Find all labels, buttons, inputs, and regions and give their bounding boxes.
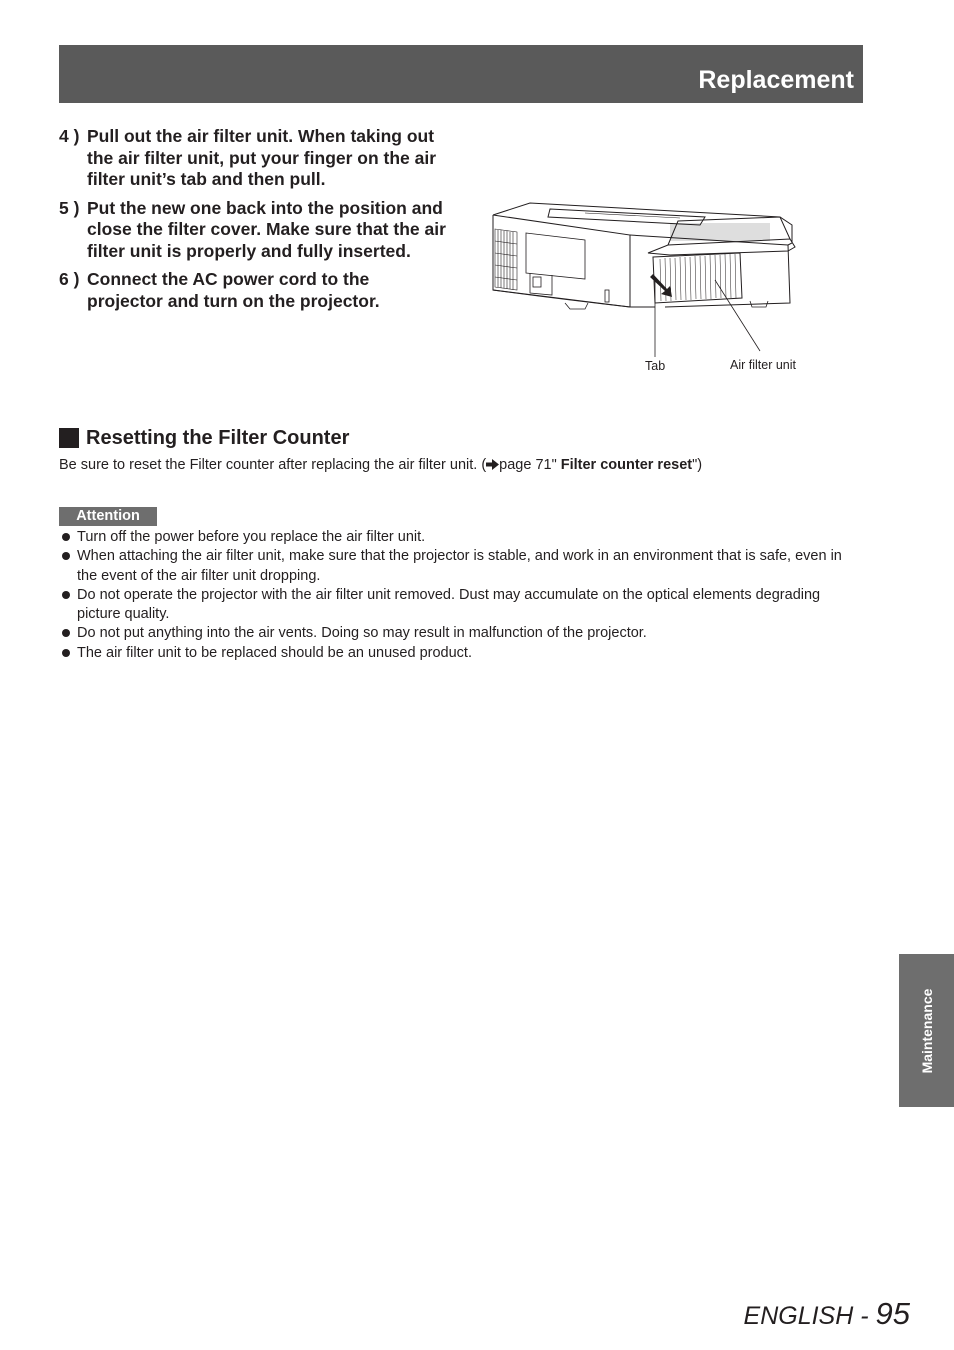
list-item: [59, 624, 849, 643]
square-bullet-icon: [59, 428, 79, 448]
footer-language: ENGLISH -: [743, 1302, 876, 1330]
tab-label: Tab: [645, 359, 666, 373]
menu-reference: Filter counter reset: [560, 457, 693, 473]
step-item: [59, 198, 449, 263]
bullet-icon: [62, 533, 70, 541]
projector-illustration: [490, 195, 810, 380]
list-item-text: Turn off the power before you replace the air filter unit.: [77, 529, 426, 545]
chapter-tab[interactable]: [899, 954, 954, 1107]
page-reference-link[interactable]: page 71": [499, 457, 561, 473]
section-intro: [59, 456, 702, 474]
air-filter-unit-label: Air filter unit: [730, 358, 796, 372]
step-number: 5 ): [59, 197, 80, 218]
list-item-text: Do not put anything into the air vents. Doing so may result in malfunction of the projector.: [77, 625, 647, 642]
section-heading: [59, 426, 349, 450]
step-text: Connect the AC power cord to the projector and turn on the projector.: [87, 269, 380, 311]
bullet-icon: [62, 552, 70, 560]
bullet-icon: [62, 629, 70, 637]
page-header: [59, 45, 863, 103]
step-item: [59, 126, 449, 191]
bullet-icon: [62, 591, 70, 599]
list-item: [59, 547, 849, 586]
list-item: [59, 528, 849, 547]
step-number: 6 ): [59, 269, 80, 289]
list-item: [59, 644, 849, 663]
section-title: Resetting the Filter Counter: [86, 427, 350, 449]
list-item: [59, 586, 849, 625]
attention-list: [59, 528, 849, 663]
intro-text-end: "): [692, 457, 703, 473]
projector-figure: [490, 195, 810, 380]
arrow-right-icon: [486, 459, 499, 470]
intro-text: Be sure to reset the Filter counter after replacing the air filter unit. (: [59, 457, 487, 473]
steps-list: [59, 126, 449, 319]
bullet-icon: [62, 649, 70, 657]
step-number: 4 ): [59, 126, 80, 146]
page-footer: [744, 1296, 910, 1332]
list-item-text: Do not operate the projector with the air filter unit removed. Dust may accumulate on the optical elements degrading picture quality.: [77, 586, 821, 623]
step-text: Put the new one back into the position and close the filter cover. Make sure that the air filter unit is properly and fully inserted.: [87, 197, 446, 261]
page-title: Replacement: [698, 66, 854, 94]
list-item-text: The air filter unit to be replaced should be an unused product.: [77, 644, 472, 661]
list-item-text: When attaching the air filter unit, make sure that the projector is stable, and work in an environment that is safe, even in the event of the air filter unit dropping.: [77, 548, 842, 584]
chapter-tab-label: Maintenance: [918, 988, 935, 1073]
step-item: [59, 269, 449, 312]
page-number: 95: [875, 1296, 910, 1331]
step-text: Pull out the air filter unit. When taking out the air filter unit, put your finger on the air filter unit’s tab and then pull.: [87, 126, 437, 189]
attention-badge: Attention: [59, 507, 157, 526]
